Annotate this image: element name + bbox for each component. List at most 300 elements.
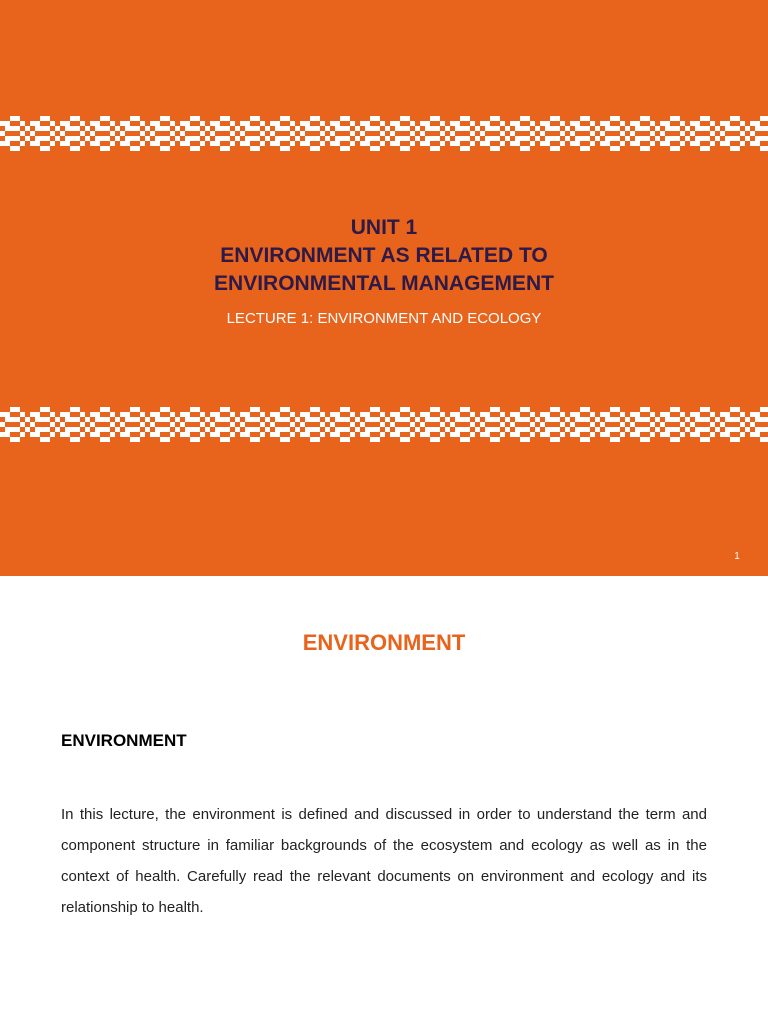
pattern-pixel: [325, 126, 330, 131]
pattern-pixel: [120, 141, 125, 146]
pattern-pixel: [375, 116, 380, 121]
pattern-pixel: [370, 146, 375, 151]
pattern-pixel: [120, 121, 125, 126]
pattern-pixel: [45, 126, 50, 131]
pattern-pixel: [615, 427, 620, 432]
pattern-pixel: [575, 427, 580, 432]
pattern-pixel: [555, 146, 560, 151]
pattern-pixel: [25, 427, 30, 432]
pattern-pixel: [435, 437, 440, 442]
pattern-pixel: [330, 141, 335, 146]
pattern-pixel: [590, 131, 595, 136]
pattern-pixel: [525, 417, 530, 422]
pattern-pixel: [735, 116, 740, 121]
pattern-pixel: [470, 422, 475, 427]
pattern-pixel: [315, 437, 320, 442]
pattern-pixel: [205, 417, 210, 422]
pattern-pixel: [335, 427, 340, 432]
pattern-pixel: [655, 427, 660, 432]
pattern-pixel: [100, 427, 105, 432]
pattern-pixel: [575, 417, 580, 422]
pattern-pixel: [405, 146, 410, 151]
pattern-pixel: [270, 121, 275, 126]
pattern-pixel: [695, 417, 700, 422]
pattern-pixel: [320, 412, 325, 417]
pattern-pixel: [725, 412, 730, 417]
pattern-pixel: [585, 407, 590, 412]
pattern-pixel: [220, 407, 225, 412]
pattern-pixel: [540, 131, 545, 136]
pattern-pixel: [460, 116, 465, 121]
pattern-pixel: [510, 432, 515, 437]
pattern-pixel: [650, 412, 655, 417]
pattern-pixel: [25, 417, 30, 422]
content-slide: [0, 576, 768, 1024]
pattern-pixel: [620, 141, 625, 146]
pattern-pixel: [700, 146, 705, 151]
pattern-pixel: [290, 432, 295, 437]
pattern-pixel: [355, 417, 360, 422]
pattern-pixel: [640, 146, 645, 151]
pattern-pixel: [475, 417, 480, 422]
pattern-pixel: [40, 136, 45, 141]
pattern-pixel: [450, 422, 455, 427]
pattern-pixel: [340, 136, 345, 141]
pattern-pixel: [360, 141, 365, 146]
pattern-pixel: [310, 126, 315, 131]
pattern-pixel: [675, 116, 680, 121]
pattern-pixel: [710, 422, 715, 427]
pattern-pixel: [705, 417, 710, 422]
pattern-pixel: [505, 427, 510, 432]
pattern-pixel: [280, 126, 285, 131]
pattern-pixel: [445, 427, 450, 432]
pattern-pixel: [605, 427, 610, 432]
pattern-pixel: [700, 407, 705, 412]
pattern-pixel: [180, 422, 185, 427]
pattern-pixel: [670, 116, 675, 121]
pattern-pixel: [425, 121, 430, 126]
pattern-pixel: [290, 131, 295, 136]
pattern-pixel: [450, 131, 455, 136]
pattern-pixel: [265, 427, 270, 432]
pattern-pixel: [175, 126, 180, 131]
pattern-pixel: [340, 407, 345, 412]
pattern-pixel: [190, 427, 195, 432]
pattern-pixel: [285, 126, 290, 131]
pattern-pixel: [150, 412, 155, 417]
pattern-pixel: [225, 146, 230, 151]
pattern-pixel: [255, 136, 260, 141]
pattern-pixel: [485, 432, 490, 437]
pattern-pixel: [110, 121, 115, 126]
pattern-pixel: [0, 141, 5, 146]
pattern-pixel: [310, 427, 315, 432]
pattern-pixel: [680, 131, 685, 136]
pattern-pixel: [35, 126, 40, 131]
pattern-pixel: [215, 126, 220, 131]
pattern-pixel: [310, 146, 315, 151]
pattern-pixel: [705, 437, 710, 442]
pattern-pixel: [490, 417, 495, 422]
pattern-pixel: [570, 432, 575, 437]
pattern-pixel: [385, 427, 390, 432]
pattern-pixel: [405, 437, 410, 442]
pattern-pixel: [245, 427, 250, 432]
pattern-pixel: [570, 422, 575, 427]
pattern-pixel: [35, 136, 40, 141]
pattern-pixel: [460, 126, 465, 131]
pattern-pixel: [480, 432, 485, 437]
pattern-pixel: [670, 407, 675, 412]
pattern-pixel: [345, 136, 350, 141]
pattern-pixel: [725, 427, 730, 432]
pattern-pixel: [370, 116, 375, 121]
pattern-pixel: [720, 412, 725, 417]
pattern-pixel: [340, 146, 345, 151]
pattern-pixel: [345, 126, 350, 131]
pattern-pixel: [100, 417, 105, 422]
pattern-pixel: [710, 412, 715, 417]
pattern-pixel: [420, 131, 425, 136]
pattern-pixel: [560, 412, 565, 417]
pattern-pixel: [660, 432, 665, 437]
pattern-pixel: [160, 136, 165, 141]
pattern-pixel: [275, 121, 280, 126]
pattern-pixel: [545, 427, 550, 432]
pattern-pixel: [400, 437, 405, 442]
pattern-pixel: [50, 141, 55, 146]
pattern-pixel: [655, 417, 660, 422]
pattern-pixel: [520, 437, 525, 442]
pattern-pixel: [160, 126, 165, 131]
pattern-pixel: [315, 417, 320, 422]
pattern-pixel: [25, 136, 30, 141]
pattern-pixel: [705, 427, 710, 432]
pattern-pixel: [160, 437, 165, 442]
pattern-pixel: [665, 427, 670, 432]
pattern-pixel: [415, 136, 420, 141]
pattern-pixel: [725, 417, 730, 422]
pattern-pixel: [535, 427, 540, 432]
pattern-pixel: [600, 131, 605, 136]
pattern-pixel: [280, 116, 285, 121]
pattern-pixel: [55, 427, 60, 432]
pattern-pixel: [190, 146, 195, 151]
pattern-pixel: [440, 422, 445, 427]
pattern-pixel: [465, 146, 470, 151]
pattern-pixel: [260, 432, 265, 437]
pattern-pixel: [455, 126, 460, 131]
pattern-pixel: [430, 116, 435, 121]
pattern-pixel: [275, 136, 280, 141]
pattern-pixel: [570, 141, 575, 146]
pattern-pixel: [580, 116, 585, 121]
pattern-pixel: [255, 146, 260, 151]
pattern-pixel: [290, 121, 295, 126]
pattern-pixel: [520, 427, 525, 432]
pattern-pixel: [565, 126, 570, 131]
pattern-pixel: [330, 131, 335, 136]
pattern-pixel: [345, 146, 350, 151]
pattern-pixel: [705, 146, 710, 151]
pattern-pixel: [455, 417, 460, 422]
pattern-pixel: [610, 437, 615, 442]
pattern-pixel: [720, 121, 725, 126]
pattern-pixel: [520, 136, 525, 141]
pattern-pixel: [375, 427, 380, 432]
pattern-pixel: [615, 407, 620, 412]
pattern-pixel: [265, 126, 270, 131]
pattern-pixel: [75, 407, 80, 412]
pattern-pixel: [685, 427, 690, 432]
pattern-pixel: [210, 141, 215, 146]
pattern-pixel: [140, 422, 145, 427]
pattern-pixel: [660, 422, 665, 427]
pattern-pixel: [30, 141, 35, 146]
pattern-pixel: [100, 116, 105, 121]
pattern-pixel: [710, 121, 715, 126]
title-line-2: ENVIRONMENT AS RELATED TO: [220, 244, 548, 267]
pattern-pixel: [245, 126, 250, 131]
pattern-pixel: [230, 412, 235, 417]
pattern-pixel: [255, 126, 260, 131]
pattern-pixel: [675, 146, 680, 151]
pattern-pixel: [350, 121, 355, 126]
pattern-pixel: [295, 417, 300, 422]
pattern-pixel: [630, 121, 635, 126]
pattern-pixel: [365, 412, 370, 417]
pattern-pixel: [725, 141, 730, 146]
pattern-pixel: [490, 136, 495, 141]
pattern-pixel: [170, 131, 175, 136]
pattern-pixel: [710, 432, 715, 437]
pattern-pixel: [650, 422, 655, 427]
pattern-pixel: [635, 126, 640, 131]
pattern-pixel: [20, 121, 25, 126]
pattern-pixel: [240, 432, 245, 437]
pattern-pixel: [340, 437, 345, 442]
pattern-pixel: [755, 427, 760, 432]
pattern-pixel: [300, 121, 305, 126]
pattern-pixel: [465, 437, 470, 442]
pattern-pixel: [520, 407, 525, 412]
pattern-pixel: [700, 417, 705, 422]
pattern-pixel: [630, 422, 635, 427]
pattern-pixel: [675, 126, 680, 131]
pattern-pixel: [570, 131, 575, 136]
pattern-pixel: [0, 412, 5, 417]
pattern-pixel: [545, 412, 550, 417]
pattern-pixel: [425, 417, 430, 422]
pattern-pixel: [470, 141, 475, 146]
pattern-pixel: [120, 412, 125, 417]
pattern-pixel: [460, 136, 465, 141]
pattern-pixel: [185, 121, 190, 126]
pattern-pixel: [610, 136, 615, 141]
pattern-pixel: [405, 427, 410, 432]
pattern-pixel: [655, 136, 660, 141]
pattern-pixel: [645, 407, 650, 412]
pattern-pixel: [275, 417, 280, 422]
pattern-pixel: [740, 141, 745, 146]
pattern-pixel: [535, 417, 540, 422]
subheading: ENVIRONMENT: [61, 731, 187, 750]
pattern-pixel: [690, 141, 695, 146]
pattern-pixel: [485, 121, 490, 126]
pattern-pixel: [300, 131, 305, 136]
pattern-pixel: [580, 437, 585, 442]
pattern-pixel: [85, 417, 90, 422]
pattern-pixel: [365, 126, 370, 131]
pattern-pixel: [305, 136, 310, 141]
pattern-pixel: [130, 146, 135, 151]
pattern-pixel: [425, 126, 430, 131]
pattern-pixel: [175, 136, 180, 141]
pattern-pixel: [695, 427, 700, 432]
pattern-pixel: [5, 412, 10, 417]
pattern-pixel: [260, 141, 265, 146]
pattern-pixel: [70, 437, 75, 442]
pattern-pixel: [425, 427, 430, 432]
pattern-pixel: [725, 126, 730, 131]
pattern-pixel: [715, 427, 720, 432]
pattern-pixel: [260, 121, 265, 126]
pattern-pixel: [35, 412, 40, 417]
pattern-pixel: [0, 121, 5, 126]
pattern-pixel: [345, 116, 350, 121]
pattern-pixel: [370, 437, 375, 442]
pattern-pixel: [685, 136, 690, 141]
pattern-pixel: [520, 126, 525, 131]
pattern-pixel: [320, 121, 325, 126]
pattern-pixel: [680, 121, 685, 126]
pattern-pixel: [315, 427, 320, 432]
pattern-pixel: [0, 432, 5, 437]
pattern-pixel: [195, 417, 200, 422]
pattern-pixel: [140, 432, 145, 437]
pattern-pixel: [440, 121, 445, 126]
pattern-pixel: [685, 417, 690, 422]
pattern-pixel: [465, 126, 470, 131]
pattern-pixel: [665, 121, 670, 126]
pattern-pixel: [590, 141, 595, 146]
pattern-pixel: [405, 407, 410, 412]
pattern-pixel: [315, 146, 320, 151]
pattern-pixel: [645, 146, 650, 151]
pattern-pixel: [10, 116, 15, 121]
pattern-pixel: [250, 126, 255, 131]
pattern-pixel: [185, 141, 190, 146]
pattern-pixel: [240, 121, 245, 126]
pattern-pixel: [5, 432, 10, 437]
pattern-pixel: [225, 126, 230, 131]
pattern-pixel: [400, 407, 405, 412]
pattern-pixel: [590, 121, 595, 126]
pattern-pixel: [260, 422, 265, 427]
pattern-pixel: [470, 432, 475, 437]
pattern-pixel: [60, 412, 65, 417]
pattern-pixel: [640, 437, 645, 442]
pattern-pixel: [615, 116, 620, 121]
pattern-pixel: [515, 136, 520, 141]
pattern-pixel: [475, 427, 480, 432]
pattern-pixel: [365, 417, 370, 422]
pattern-pixel: [465, 116, 470, 121]
pattern-pixel: [10, 437, 15, 442]
pattern-pixel: [635, 432, 640, 437]
pattern-pixel: [680, 412, 685, 417]
pattern-pixel: [710, 141, 715, 146]
pattern-pixel: [420, 432, 425, 437]
pattern-pixel: [15, 417, 20, 422]
pattern-pixel: [300, 412, 305, 417]
pattern-pixel: [565, 417, 570, 422]
pattern-pixel: [165, 407, 170, 412]
pattern-pixel: [515, 412, 520, 417]
pattern-pixel: [595, 417, 600, 422]
pattern-pixel: [515, 417, 520, 422]
pattern-pixel: [460, 417, 465, 422]
decorative-border-top: [0, 110, 768, 158]
pattern-pixel: [395, 417, 400, 422]
pattern-pixel: [125, 121, 130, 126]
pattern-pixel: [180, 131, 185, 136]
pattern-pixel: [135, 136, 140, 141]
pattern-pixel: [75, 136, 80, 141]
pattern-pixel: [675, 407, 680, 412]
pattern-pixel: [80, 121, 85, 126]
pattern-pixel: [535, 136, 540, 141]
pattern-pixel: [25, 126, 30, 131]
pattern-pixel: [390, 121, 395, 126]
pattern-pixel: [250, 407, 255, 412]
pattern-pixel: [495, 417, 500, 422]
pattern-pixel: [325, 136, 330, 141]
pattern-pixel: [270, 131, 275, 136]
pattern-pixel: [370, 417, 375, 422]
pattern-pixel: [530, 141, 535, 146]
pattern-pixel: [195, 427, 200, 432]
pattern-pixel: [730, 437, 735, 442]
pattern-pixel: [55, 126, 60, 131]
pattern-pixel: [435, 417, 440, 422]
pattern-pixel: [490, 126, 495, 131]
pattern-pixel: [20, 131, 25, 136]
pattern-pixel: [200, 141, 205, 146]
pattern-pixel: [455, 427, 460, 432]
pattern-pixel: [525, 116, 530, 121]
pattern-pixel: [640, 407, 645, 412]
pattern-pixel: [720, 432, 725, 437]
pattern-pixel: [160, 146, 165, 151]
pattern-pixel: [325, 417, 330, 422]
pattern-pixel: [435, 126, 440, 131]
pattern-pixel: [70, 417, 75, 422]
pattern-pixel: [35, 141, 40, 146]
pattern-pixel: [255, 437, 260, 442]
pattern-pixel: [510, 131, 515, 136]
pattern-pixel: [400, 116, 405, 121]
pattern-pixel: [735, 437, 740, 442]
pattern-pixel: [310, 136, 315, 141]
pattern-pixel: [305, 417, 310, 422]
pattern-pixel: [740, 422, 745, 427]
pattern-pixel: [660, 131, 665, 136]
pattern-pixel: [120, 432, 125, 437]
pattern-pixel: [650, 121, 655, 126]
pattern-pixel: [235, 427, 240, 432]
